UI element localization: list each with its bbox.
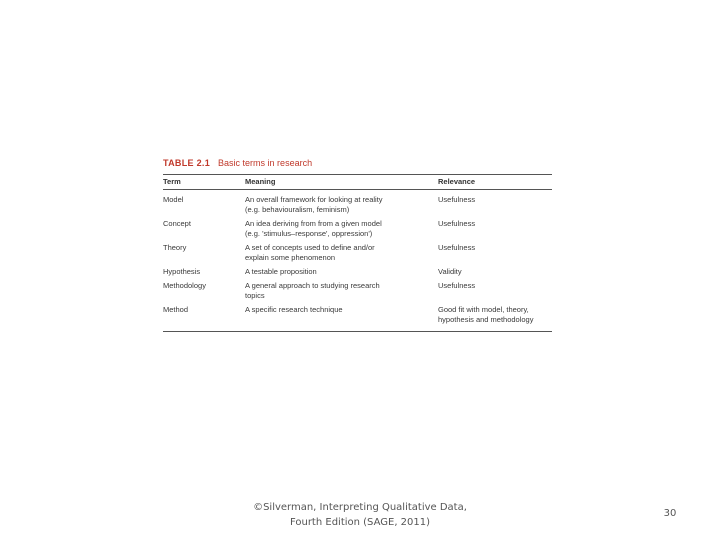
basic-terms-table bbox=[163, 174, 552, 332]
meaning-line: An overall framework for looking at reality bbox=[245, 195, 383, 204]
relevance-cell bbox=[438, 303, 552, 332]
table-row bbox=[163, 217, 552, 241]
relevance-line: hypothesis and methodology bbox=[438, 315, 534, 324]
relevance-cell: Usefulness bbox=[438, 243, 476, 252]
term-cell: Method bbox=[163, 305, 189, 314]
meaning-cell bbox=[245, 241, 438, 265]
meaning-cell bbox=[245, 190, 438, 218]
footer-citation bbox=[240, 500, 480, 530]
table-row bbox=[163, 241, 552, 265]
meaning-line: A general approach to studying research bbox=[245, 281, 380, 290]
term-cell: Methodology bbox=[163, 281, 206, 290]
meaning-cell bbox=[245, 217, 438, 241]
meaning-line: topics bbox=[245, 291, 265, 300]
relevance-cell: Usefulness bbox=[438, 219, 476, 228]
table-row bbox=[163, 190, 552, 218]
meaning-line: A testable proposition bbox=[245, 267, 317, 276]
relevance-line: Good fit with model, theory, bbox=[438, 305, 529, 314]
meaning-line: A specific research technique bbox=[245, 305, 343, 314]
slide-number: 30 bbox=[663, 508, 677, 519]
meaning-line: (e.g. behaviouralism, feminism) bbox=[245, 205, 350, 214]
table-number: TABLE 2.1 bbox=[163, 158, 211, 168]
relevance-cell: Validity bbox=[438, 267, 462, 276]
meaning-cell bbox=[245, 279, 438, 303]
relevance-cell: Usefulness bbox=[438, 195, 476, 204]
meaning-line: A set of concepts used to define and/or bbox=[245, 243, 375, 252]
table-row bbox=[163, 265, 552, 279]
term-cell: Model bbox=[163, 195, 184, 204]
column-header-meaning: Meaning bbox=[245, 177, 276, 186]
relevance-cell: Usefulness bbox=[438, 281, 476, 290]
term-cell: Theory bbox=[163, 243, 187, 252]
table-caption: Basic terms in research bbox=[218, 158, 313, 168]
meaning-cell bbox=[245, 303, 438, 332]
term-cell: Hypothesis bbox=[163, 267, 201, 276]
citation-line: Fourth Edition (SAGE, 2011) bbox=[289, 517, 431, 528]
research-terms-table-figure bbox=[163, 158, 552, 332]
table-heading bbox=[163, 158, 552, 168]
citation-line: ©Silverman, Interpreting Qualitative Data, bbox=[253, 502, 467, 513]
meaning-line: explain some phenomenon bbox=[245, 253, 336, 262]
column-header-term: Term bbox=[163, 177, 181, 186]
table-row bbox=[163, 279, 552, 303]
table-header-row bbox=[163, 175, 552, 190]
column-header-relevance: Relevance bbox=[438, 177, 476, 186]
term-cell: Concept bbox=[163, 219, 191, 228]
meaning-cell bbox=[245, 265, 438, 279]
meaning-line: (e.g. 'stimulus–response', oppression') bbox=[245, 229, 373, 238]
meaning-line: An idea deriving from from a given model bbox=[245, 219, 382, 228]
table-row bbox=[163, 303, 552, 332]
